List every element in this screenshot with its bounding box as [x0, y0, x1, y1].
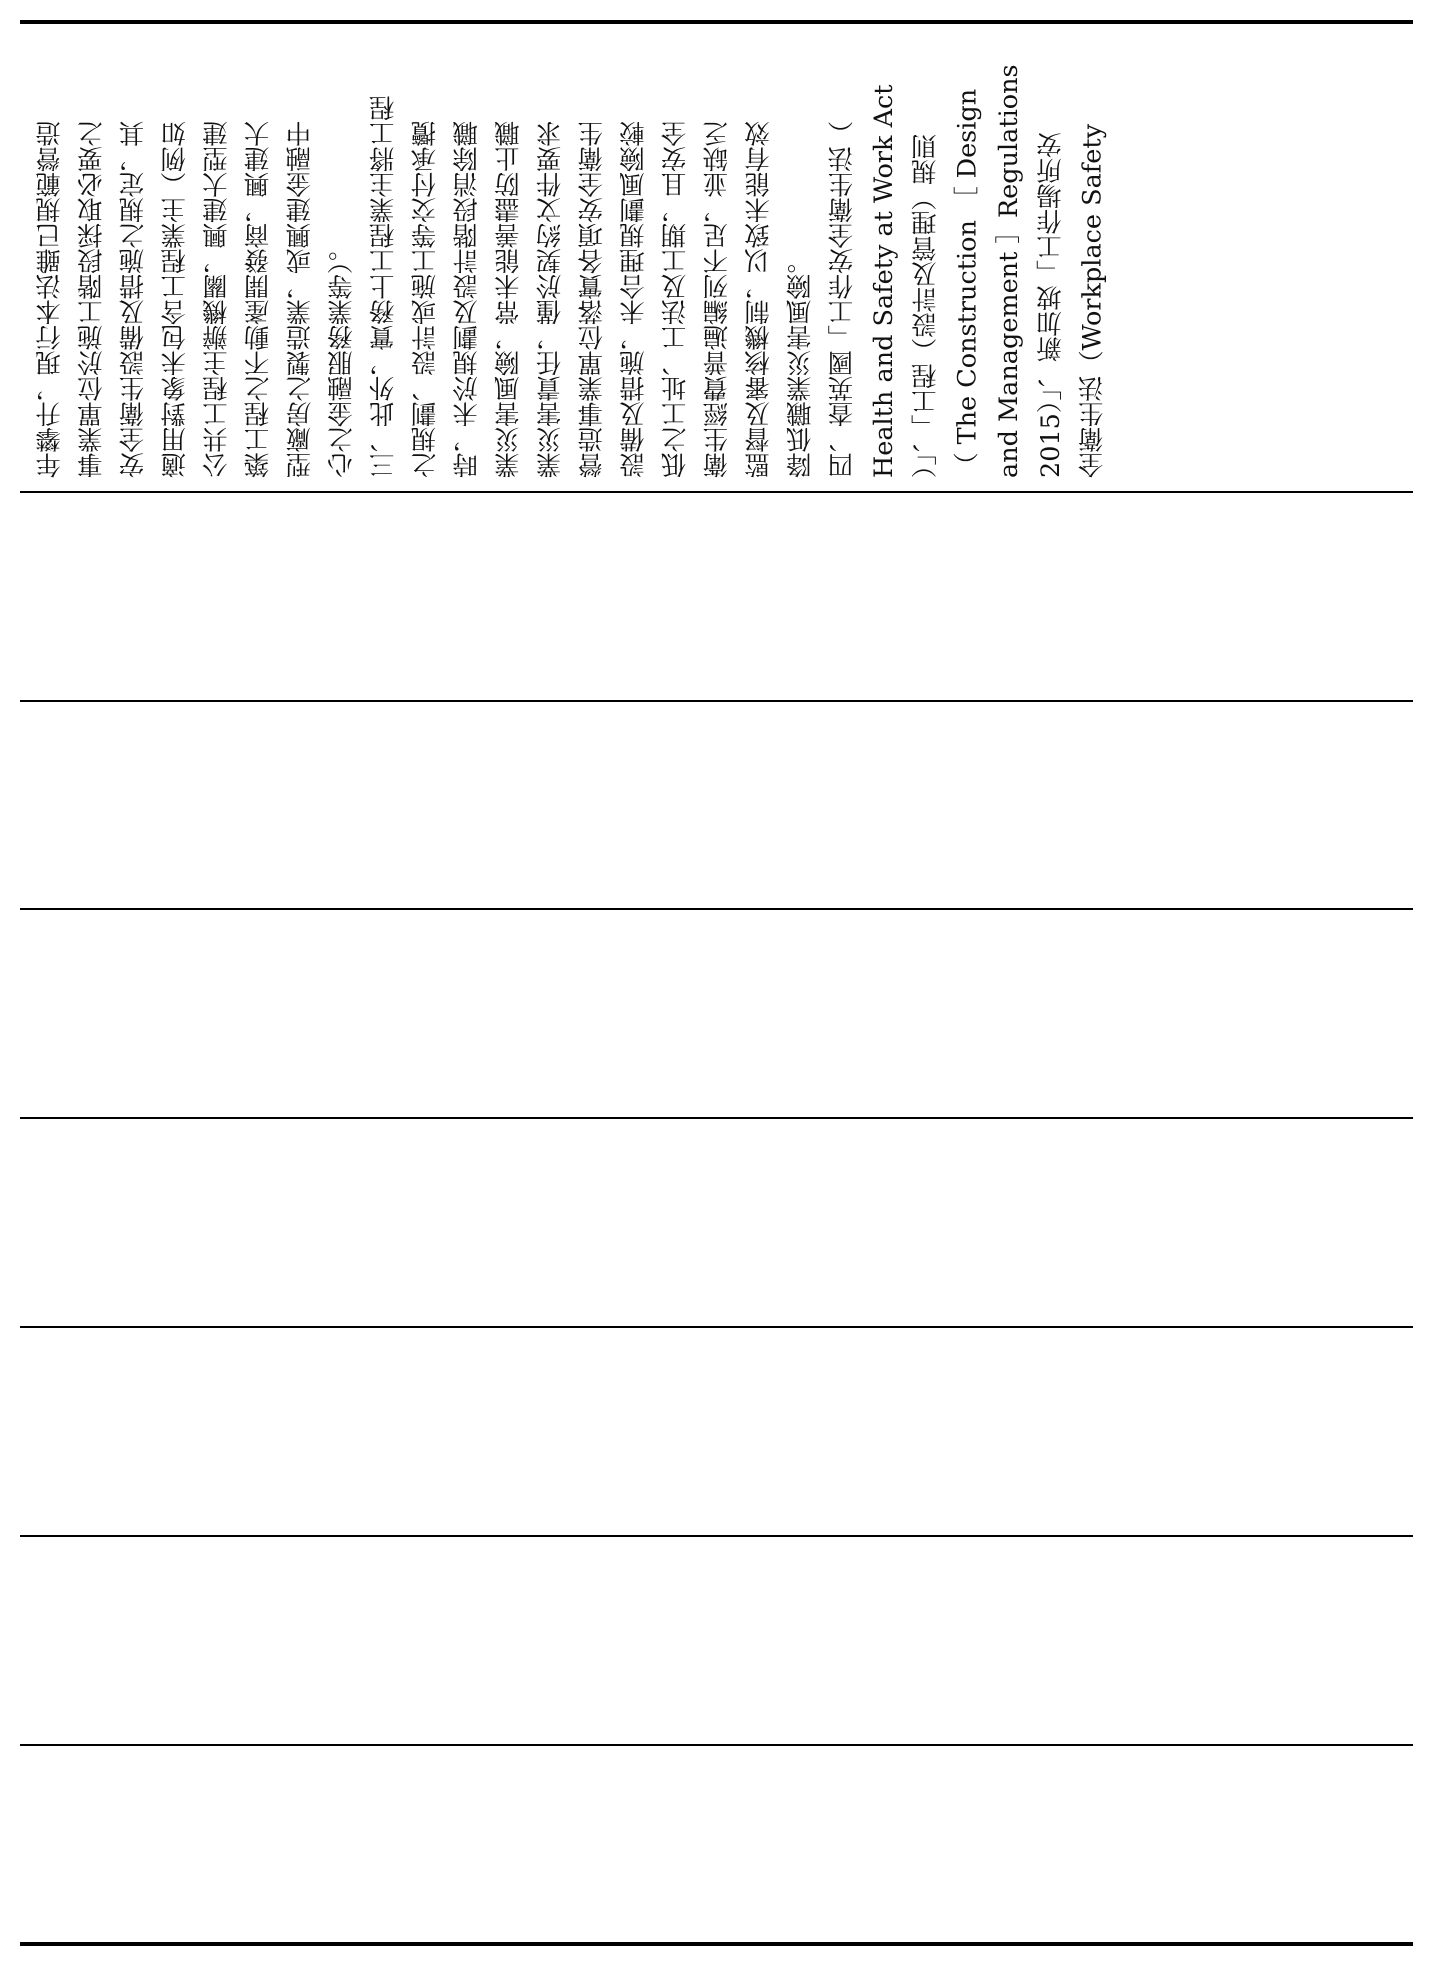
bottom-rule	[20, 1942, 1413, 1946]
text-line: 營造事業單位落實各項安全衛生	[577, 121, 608, 478]
text-line: 築工程之不動產開發商，興建大	[243, 121, 274, 478]
text-line: ）」、「工程（設計及管理）規則	[910, 133, 941, 478]
text-line: 型廠房之製造業，或興建金融中	[285, 121, 316, 478]
text-line: 業災害風險，常未能善盡防止職	[493, 121, 524, 478]
row-divider	[20, 1744, 1413, 1746]
text-line: 設備及措施，未合理規劃風險較	[618, 121, 649, 478]
text-line: 時，未於規劃及設計階段消除職	[452, 121, 483, 478]
text-line: 心之金融服務業等）。	[326, 235, 357, 478]
rotated-text-block	[30, 26, 1406, 478]
text-line: 低之工址、工法及工期，且安全	[660, 121, 691, 478]
text-line: 公共工程主辦機關，興建大型建	[201, 121, 232, 478]
text-line: 衛生經費普遍編列不足，並缺乏	[702, 121, 733, 478]
text-line: （ The Construction ［ Design	[952, 88, 983, 478]
text-line: and Management ］Regulations	[994, 64, 1025, 478]
text-line: 年攀升，現行本法雖已規範營造	[35, 121, 65, 478]
text-line: 之規劃、設計或施工等交付承攬	[410, 121, 441, 478]
text-line: 2015）」、新加坡「工作場所安	[1035, 132, 1066, 478]
row-divider	[20, 1535, 1413, 1537]
text-line: 監督及審核機制，以致未能有效	[743, 121, 774, 478]
row-divider	[20, 908, 1413, 910]
row-divider	[20, 491, 1413, 493]
text-line: 業災害責任，僅於契約文件要求	[535, 121, 566, 478]
text-line: 降低職業災害風險。	[785, 248, 816, 478]
text-line: 安全衛生設備及措施之規定，其	[118, 121, 149, 478]
text-line: 事業單位於施工階段採取必要之	[76, 121, 107, 478]
text-line: Health and Safety at Work Act	[869, 84, 900, 478]
row-divider	[20, 1326, 1413, 1328]
text-line: 全衛生法（Workplace Safety	[1077, 124, 1108, 478]
row-divider	[20, 1117, 1413, 1119]
text-line: 四、查英國「工作安全衛生法（	[827, 121, 858, 478]
text-line: 適用對象未包含工程業主（例如	[160, 121, 191, 478]
row-divider	[20, 700, 1413, 702]
text-line: 三、此外，實務上工程業主將工程	[368, 95, 399, 478]
